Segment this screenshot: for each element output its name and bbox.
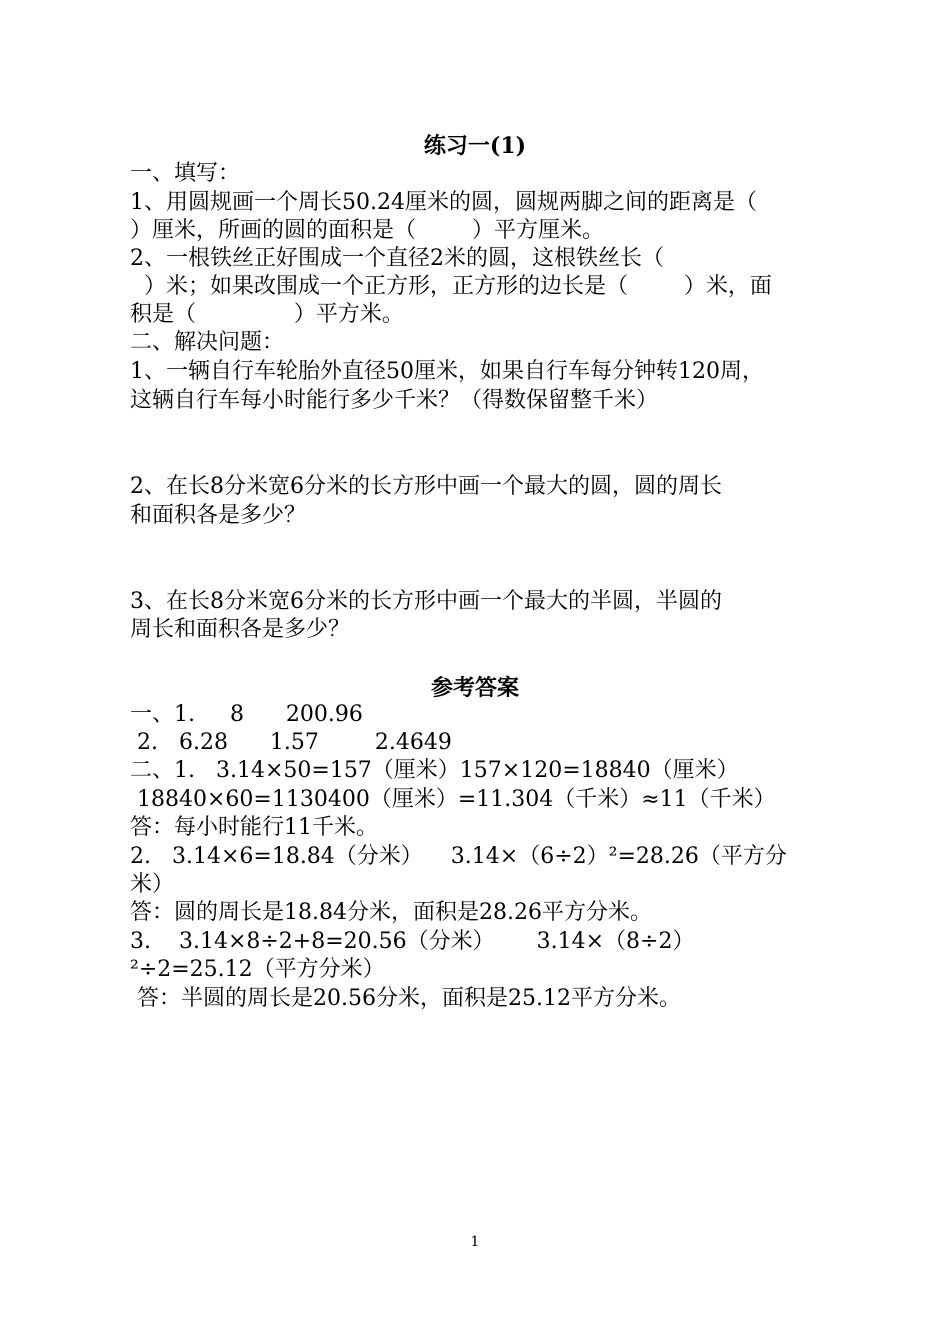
problem-3-line-2: 周长和面积各是多少？ <box>130 617 351 642</box>
problem-2-line-1: 2、在长8分米宽6分米的长方形中画一个最大的圆，圆的周长 <box>130 474 722 499</box>
answer-2-line-3: 答：每小时能行11千米。 <box>130 815 378 840</box>
question-2-line-1: 2、一根铁丝正好围成一个直径2米的圆，这根铁丝长（ <box>130 246 664 271</box>
problem-2-line-2: 和面积各是多少？ <box>130 503 307 528</box>
fill-heading: 一、填写： <box>130 161 241 186</box>
answer-3-line-1: 2. 3.14×6=18.84（分米） 3.14×（6÷2）²=28.26（平方分 <box>130 844 787 869</box>
answer-1-line-1: 一、1. 8 200.96 <box>130 702 363 727</box>
answer-3-line-3: 答：圆的周长是18.84分米，面积是28.26平方分米。 <box>130 900 652 925</box>
answer-2-line-1: 二、1. 3.14×50=157（厘米）157×120=18840（厘米） <box>130 758 739 783</box>
answer-2-line-2: 18840×60=1130400（厘米）=11.304（千米）≈11（千米） <box>130 787 776 812</box>
problem-1-line-2: 这辆自行车每小时能行多少千米？（得数保留整千米） <box>130 388 659 413</box>
question-2-line-2: ）米；如果改围成一个正方形，正方形的边长是（ ）米，面 <box>130 274 772 299</box>
answer-1-line-2: 2. 6.28 1.57 2.4649 <box>130 730 452 755</box>
answer-4-line-2: ²÷2=25.12（平方分米） <box>130 957 385 982</box>
answer-4-line-3: 答：半圆的周长是20.56分米，面积是25.12平方分米。 <box>130 986 681 1011</box>
question-2-line-3: 积是（ ）平方米。 <box>130 302 404 327</box>
solve-heading: 二、解决问题： <box>130 330 285 355</box>
question-1-line-1: 1、用圆规画一个周长50.24厘米的圆，圆规两脚之间的距离是（ <box>130 190 757 215</box>
problem-1-line-1: 1、一辆自行车轮胎外直径50厘米，如果自行车每分钟转120周， <box>130 359 764 384</box>
answer-4-line-1: 3. 3.14×8÷2+8=20.56（分米） 3.14×（8÷2） <box>130 929 695 954</box>
exercise-title: 练习一(1) <box>423 133 527 159</box>
problem-3-line-1: 3、在长8分米宽6分米的长方形中画一个最大的半圆，半圆的 <box>130 589 722 614</box>
answers-title: 参考答案 <box>430 675 519 701</box>
question-1-line-2: ）厘米，所画的圆的面积是（ ）平方厘米。 <box>130 218 604 243</box>
page-number: 1 <box>470 1234 480 1250</box>
answer-3-line-2: 米） <box>130 872 175 897</box>
